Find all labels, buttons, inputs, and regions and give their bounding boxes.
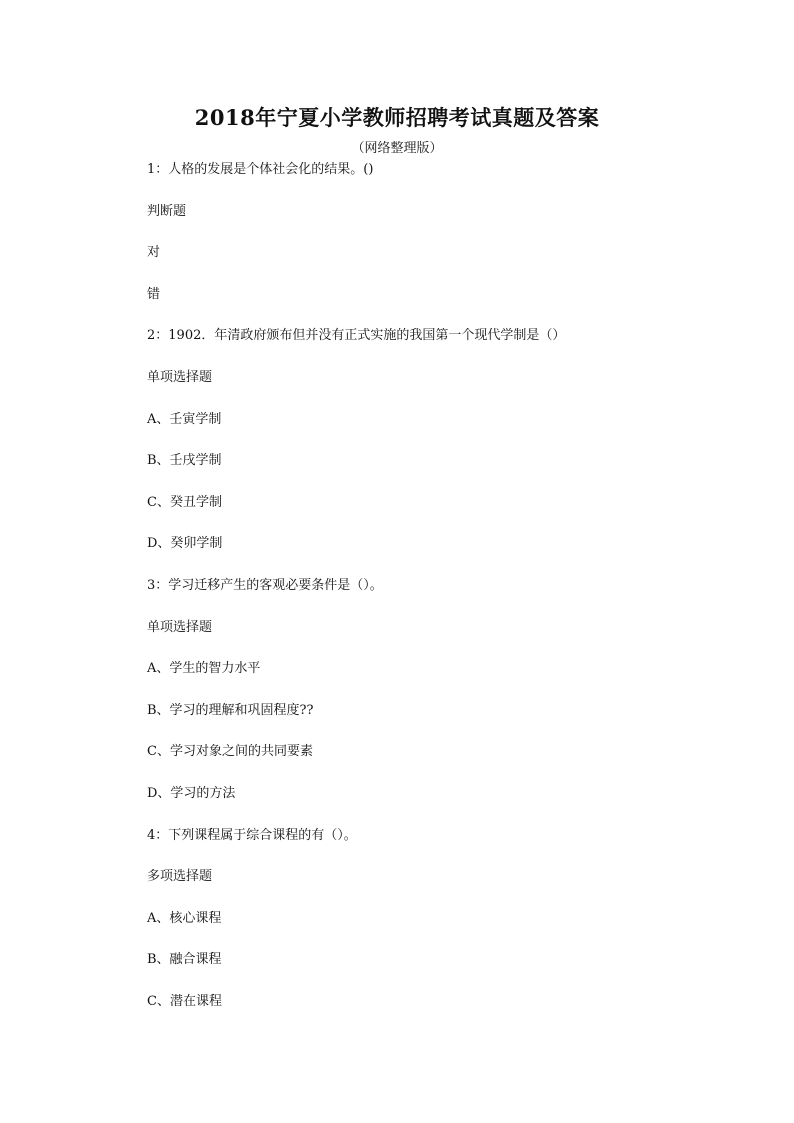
question-4-type: 多项选择题 bbox=[147, 869, 213, 885]
question-1-option-true: 对 bbox=[147, 245, 161, 261]
question-3-option-a: A、学生的智力水平 bbox=[147, 661, 261, 677]
question-4-option-c: C、潜在课程 bbox=[147, 993, 222, 1009]
question-4-option-b: B、融合课程 bbox=[147, 952, 222, 968]
question-3-option-b: B、学习的理解和巩固程度?? bbox=[147, 702, 314, 718]
document-subtitle: （网络整理版） bbox=[351, 141, 443, 156]
question-1-type: 判断题 bbox=[147, 203, 187, 219]
question-2-option-d: D、癸卯学制 bbox=[147, 536, 223, 552]
question-3-stem: 3：学习迁移产生的客观必要条件是（）。 bbox=[147, 577, 383, 593]
question-3-option-c: C、学习对象之间的共同要素 bbox=[147, 744, 313, 760]
question-3-option-d: D、学习的方法 bbox=[147, 785, 236, 801]
question-3-type: 单项选择题 bbox=[147, 619, 213, 635]
question-2-option-c: C、癸丑学制 bbox=[147, 494, 222, 510]
question-list bbox=[147, 160, 747, 1033]
question-2-stem: 2：1902．年清政府颁布但并没有正式实施的我国第一个现代学制是（） bbox=[147, 328, 566, 344]
document-title: 2018年宁夏小学教师招聘考试真题及答案 bbox=[194, 105, 600, 130]
question-4-stem: 4：下列课程属于综合课程的有（）。 bbox=[147, 827, 357, 843]
question-1-stem: 1：人格的发展是个体社会化的结果。() bbox=[147, 162, 374, 177]
question-1-option-false: 错 bbox=[147, 286, 161, 302]
question-2-option-a: A、壬寅学制 bbox=[147, 411, 222, 427]
question-2-type: 单项选择题 bbox=[147, 369, 213, 385]
question-4-option-a: A、核心课程 bbox=[147, 910, 222, 926]
question-2-option-b: B、壬戌学制 bbox=[147, 453, 222, 469]
